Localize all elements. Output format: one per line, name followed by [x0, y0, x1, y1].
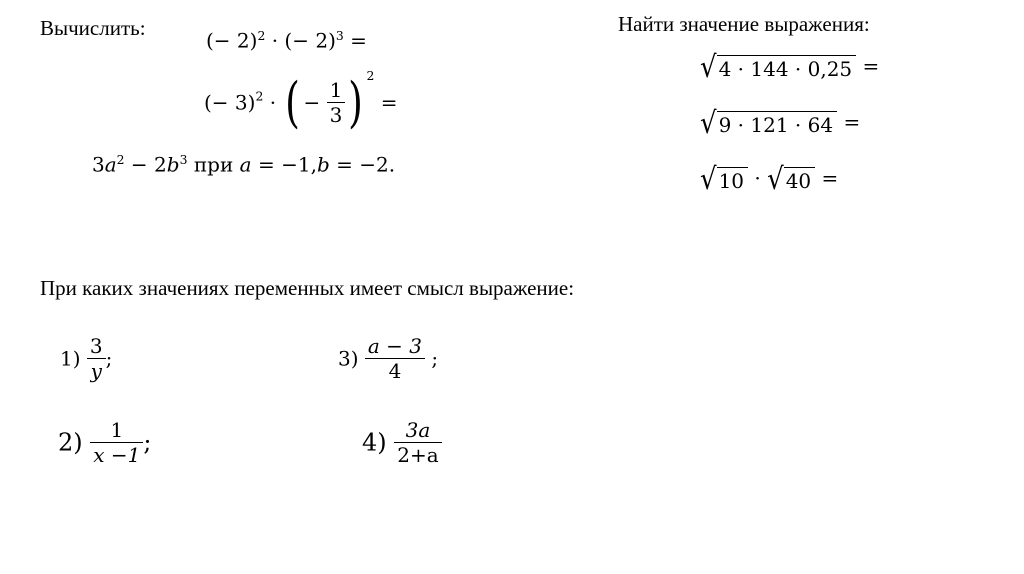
domain-item-3: 3) $\frac{a - 3}{4}$ ;: [338, 334, 439, 383]
sqrt-expression-2: √ 9 · 121 · 64 =: [700, 106, 861, 141]
radical-sign: √: [700, 106, 717, 141]
sqrt-expression-1: √ 4 · 144 · 0,25 =: [700, 50, 880, 85]
domain-item-2: 2) $\frac{1}{x -1}$ ;: [58, 418, 152, 467]
find-value-label: Найти значение выражения:: [618, 12, 870, 36]
expression-1: (− 2)$^2$ · (− 2)$^3$ =: [206, 28, 367, 53]
radical-sign: √: [767, 162, 784, 197]
expression-2: (− 3)$^2$ · ( − $\frac{1}{3}$ ) $^2$ =: [204, 68, 398, 134]
domain-item-1: 1) $\frac{3}{y}$ ;: [60, 334, 113, 383]
expression-3: $3a^2 - 2b^3$ при a = −1,b = −2.: [92, 152, 396, 177]
radical-sign: √: [700, 50, 717, 85]
domain-item-4: 4) $\frac{3a}{2+a}$: [362, 418, 442, 467]
radical-sign: √: [700, 162, 717, 197]
sqrt-expression-3: √ 10 · √ 40 =: [700, 162, 839, 197]
fraction-one-third: $\frac{1}{3}$: [327, 78, 346, 127]
domain-question-label: При каких значениях переменных имеет смысл выражение:: [40, 276, 575, 300]
compute-label: Вычислить:: [40, 16, 146, 40]
